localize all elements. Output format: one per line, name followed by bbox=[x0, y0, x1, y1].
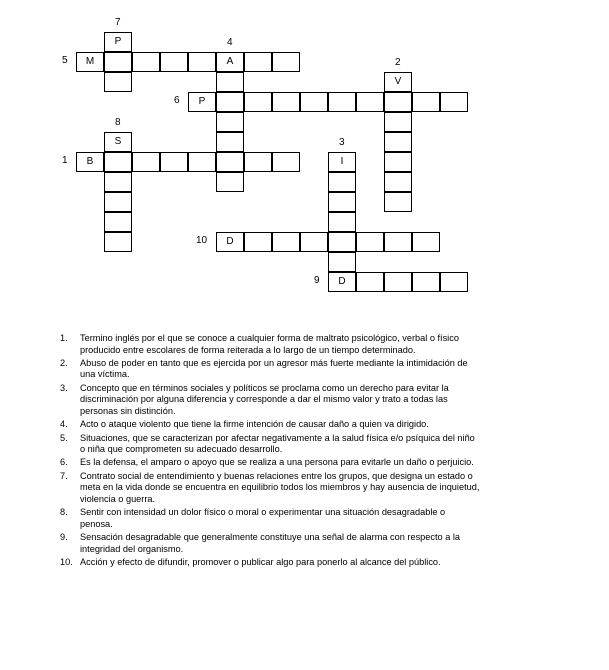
clue-number: 9. bbox=[60, 532, 68, 542]
clue-number: 2. bbox=[60, 357, 68, 368]
clue-number-label: 8 bbox=[115, 117, 121, 128]
clue-number-label: 6 bbox=[174, 95, 180, 106]
clue-text: Termino inglés por el que se conoce a cualquier forma de maltrato psicológico, verbal o físico producido entre escolares de forma reiterada a lo largo de un tiempo determinado. bbox=[80, 333, 459, 355]
clue-number: 4. bbox=[60, 419, 68, 430]
grid-cell[interactable] bbox=[412, 92, 440, 112]
grid-cell[interactable]: I bbox=[328, 152, 356, 172]
clue-item bbox=[60, 471, 480, 506]
clue-text: Acción y efecto de difundir, promover o publicar algo para ponerlo al alcance del público. bbox=[80, 556, 441, 567]
grid-cell[interactable] bbox=[328, 92, 356, 112]
grid-cell[interactable] bbox=[272, 232, 300, 252]
clue-item bbox=[60, 507, 480, 530]
clue-text: Abuso de poder en tanto que es ejercida por un agresor más fuerte mediante la intimidación de una víctima. bbox=[80, 357, 468, 380]
clue-number: 10. bbox=[60, 556, 73, 567]
clue-text: Acto o ataque violento que tiene la firme intención de causar daño a quien va dirigido. bbox=[80, 419, 429, 430]
clue-item bbox=[60, 383, 480, 418]
grid-cell[interactable] bbox=[356, 272, 384, 292]
grid-cell[interactable] bbox=[384, 132, 412, 152]
grid-cell[interactable] bbox=[244, 52, 272, 72]
clue-text: Sensación desagradable que generalmente constituye una señal de alarma con respecto a la integridad del organismo. bbox=[80, 532, 461, 554]
grid-cell[interactable] bbox=[272, 92, 300, 112]
clue-number-label: 2 bbox=[395, 57, 401, 68]
grid-cell[interactable] bbox=[104, 172, 132, 192]
grid-cell[interactable] bbox=[272, 152, 300, 172]
grid-cell[interactable] bbox=[440, 272, 468, 292]
grid-cell[interactable]: V bbox=[384, 72, 412, 92]
grid-cell[interactable]: M bbox=[76, 52, 104, 72]
grid-cell[interactable]: S bbox=[104, 132, 132, 152]
grid-cell[interactable] bbox=[216, 132, 244, 152]
grid-cell[interactable] bbox=[244, 152, 272, 172]
grid-cell[interactable] bbox=[384, 92, 412, 112]
clue-text: Situaciones, que se caracterizan por afectar negativamente a la salud física e/o psíquica del niño o niña que comprometen su adecuado desarrollo. bbox=[80, 432, 475, 455]
grid-cell[interactable] bbox=[216, 72, 244, 92]
clue-number-label: 9 bbox=[314, 275, 320, 286]
grid-cell[interactable] bbox=[104, 192, 132, 212]
clue-item bbox=[60, 358, 480, 381]
clue-text: Es la defensa, el amparo o apoyo que se realiza a una persona para evitarle un daño o perjuicio. bbox=[80, 457, 474, 468]
grid-cell[interactable] bbox=[384, 112, 412, 132]
grid-cell[interactable] bbox=[104, 72, 132, 92]
grid-cell[interactable] bbox=[356, 92, 384, 112]
grid-cell[interactable] bbox=[300, 232, 328, 252]
grid-cell[interactable] bbox=[356, 232, 384, 252]
grid-cell[interactable] bbox=[160, 52, 188, 72]
grid-cell[interactable] bbox=[104, 152, 132, 172]
grid-cell[interactable]: P bbox=[104, 32, 132, 52]
grid-cell[interactable] bbox=[188, 52, 216, 72]
clue-number: 6. bbox=[60, 457, 68, 468]
clue-number: 8. bbox=[60, 507, 68, 518]
grid-cell[interactable] bbox=[216, 92, 244, 112]
clue-number: 5. bbox=[60, 432, 68, 443]
grid-cell[interactable] bbox=[328, 252, 356, 272]
clue-number: 7. bbox=[60, 470, 68, 481]
grid-cell[interactable] bbox=[244, 232, 272, 252]
clue-number-label: 3 bbox=[339, 137, 345, 148]
clue-number-label: 10 bbox=[196, 235, 208, 246]
grid-cell[interactable] bbox=[328, 212, 356, 232]
grid-cell[interactable] bbox=[132, 52, 160, 72]
grid-cell[interactable] bbox=[244, 92, 272, 112]
clue-item bbox=[60, 419, 480, 431]
clue-item bbox=[60, 433, 480, 456]
grid-cell[interactable] bbox=[440, 92, 468, 112]
clue-item bbox=[60, 457, 480, 469]
clue-item bbox=[60, 333, 480, 356]
grid-cell[interactable] bbox=[272, 52, 300, 72]
clue-number: 1. bbox=[60, 333, 68, 343]
grid-cell[interactable] bbox=[412, 232, 440, 252]
grid-cell[interactable] bbox=[384, 192, 412, 212]
grid-cell[interactable] bbox=[104, 52, 132, 72]
grid-cell[interactable] bbox=[300, 92, 328, 112]
grid-cell[interactable]: P bbox=[188, 92, 216, 112]
grid-cell[interactable] bbox=[384, 232, 412, 252]
grid-cell[interactable] bbox=[188, 152, 216, 172]
grid-cell[interactable]: A bbox=[216, 52, 244, 72]
grid-cell[interactable] bbox=[104, 212, 132, 232]
grid-cell[interactable] bbox=[384, 172, 412, 192]
grid-cell[interactable] bbox=[328, 232, 356, 252]
clue-item bbox=[60, 557, 480, 569]
grid-cell[interactable]: D bbox=[328, 272, 356, 292]
grid-cell[interactable] bbox=[412, 272, 440, 292]
clue-number-label: 5 bbox=[62, 55, 68, 66]
grid-cell[interactable] bbox=[328, 172, 356, 192]
grid-cell[interactable] bbox=[104, 232, 132, 252]
clue-text: Concepto que en términos sociales y políticos se proclama como un derecho para evitar la discriminación por alguna diferencia y corresponde a dar el mismo valor y trato a todas las personas sin distinción. bbox=[80, 382, 449, 416]
clue-number-label: 1 bbox=[62, 155, 68, 166]
grid-cell[interactable] bbox=[160, 152, 188, 172]
crossword-grid bbox=[0, 0, 609, 310]
clue-number-label: 4 bbox=[227, 37, 233, 48]
grid-cell[interactable] bbox=[216, 152, 244, 172]
grid-cell[interactable] bbox=[328, 192, 356, 212]
clue-number: 3. bbox=[60, 382, 68, 393]
grid-cell[interactable] bbox=[216, 172, 244, 192]
grid-cell[interactable]: D bbox=[216, 232, 244, 252]
grid-cell[interactable]: B bbox=[76, 152, 104, 172]
grid-cell[interactable] bbox=[384, 272, 412, 292]
clue-item bbox=[60, 532, 480, 555]
clue-text: Contrato social de entendimiento y buenas relaciones entre los grupos, que designa un estado o meta en la vida donde se encuentra en equilibrio todos los miembros y hay ausencia de inquietud, violencia o guerra. bbox=[80, 470, 480, 504]
grid-cell[interactable] bbox=[216, 112, 244, 132]
grid-cell[interactable] bbox=[132, 152, 160, 172]
grid-cell[interactable] bbox=[384, 152, 412, 172]
clue-list bbox=[60, 333, 480, 570]
clue-number-label: 7 bbox=[115, 17, 121, 28]
clue-text: Sentir con intensidad un dolor físico o moral o experimentar una situación desagradable o penosa. bbox=[80, 507, 446, 529]
